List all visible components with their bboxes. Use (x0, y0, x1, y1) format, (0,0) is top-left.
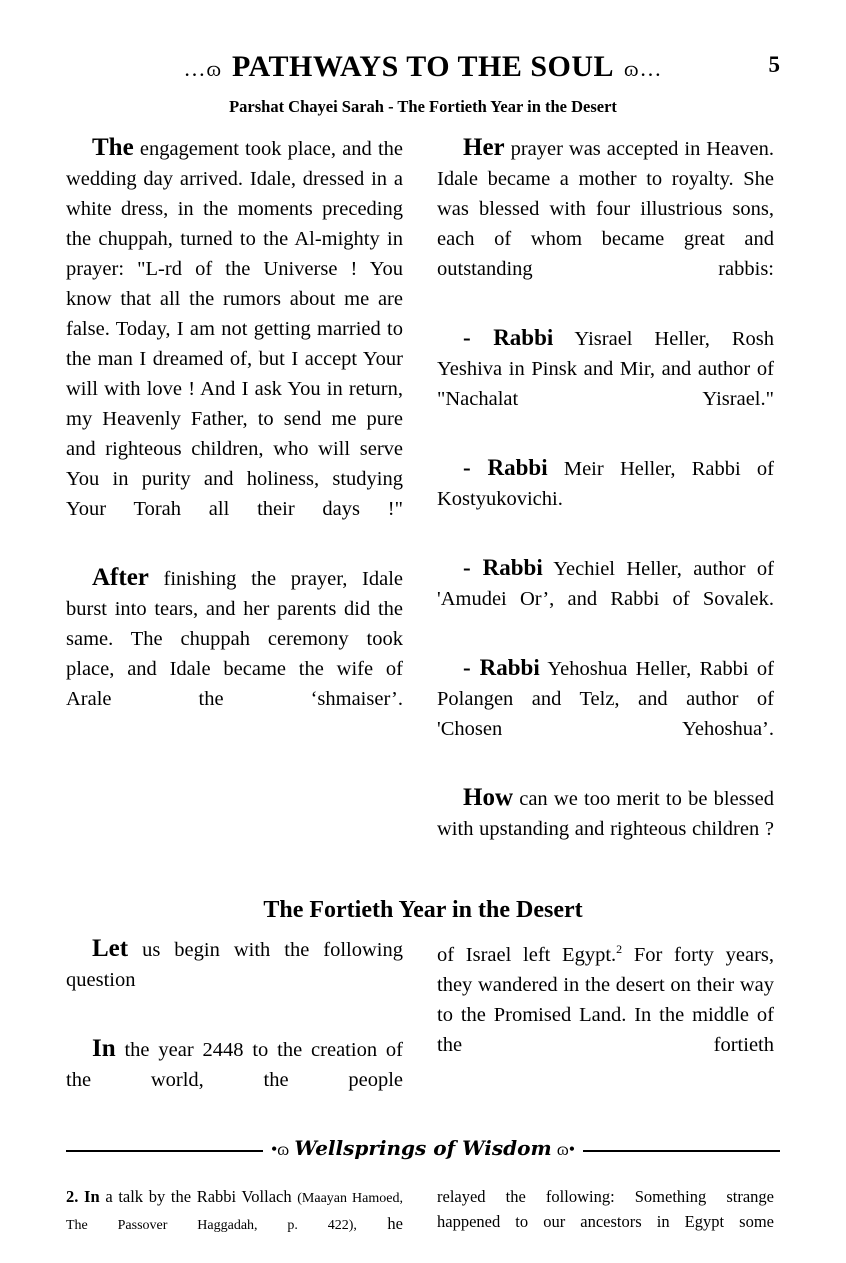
footnote-reference[interactable]: 2 (616, 942, 623, 956)
footnote-text: a talk by the Rabbi Vollach (99, 1187, 298, 1206)
paragraph-lead: Let (92, 935, 129, 962)
footnote-separator (66, 1136, 780, 1176)
footnote-citation: (Maayan Hamoed, The Passover Haggadah, p. 422), (66, 1191, 403, 1233)
paragraph (437, 133, 774, 314)
ornament-left-icon: •ɷ (270, 1139, 290, 1159)
footnote-lead: In (84, 1187, 100, 1206)
rabbi-description: Yisrael Heller, Rosh Yeshiva in Pinsk and Mir, and author of "Nachalat Yisrael." (437, 328, 774, 410)
paragraph (66, 563, 403, 744)
paragraph (66, 133, 403, 554)
footnote-banner-label: Wellsprings of Wisdom (294, 1136, 552, 1160)
paragraph-text: can we too merit to be blessed with upstanding and righteous children ? (437, 788, 774, 840)
page-subtitle: Parshat Chayei Sarah - The Fortieth Year in the Desert (229, 97, 617, 116)
footnote-banner (66, 1136, 780, 1161)
rabbi-description: Yechiel Heller, author of 'Amudei Or’, and Rabbi of Sovalek. (437, 558, 774, 610)
paragraph-text: finishing the prayer, Idale burst into tears, and her parents did the same. The chuppah ceremony took place, and Idale became the wife of Arale the ‘shmaiser’. (66, 568, 403, 710)
footnote-banner-inner (263, 1136, 583, 1161)
lower-left-column (66, 934, 403, 1134)
paragraph (66, 934, 403, 1025)
rabbi-entry (437, 553, 774, 644)
paragraph-lead: After (92, 564, 149, 591)
rabbi-entry (437, 323, 774, 444)
rabbi-label: - Rabbi (463, 655, 540, 680)
page-number: 5 (768, 52, 780, 77)
footnote-number: 2. (66, 1187, 79, 1206)
paragraph (66, 1034, 403, 1125)
footnote-right-column (437, 1184, 774, 1263)
paragraph-lead: In (92, 1035, 116, 1062)
main-columns (66, 133, 780, 883)
ornament-right-icon: ɷ• (556, 1139, 576, 1159)
paragraph-lead: How (463, 784, 513, 811)
lower-right-column (437, 934, 774, 1134)
paragraph-text: engagement took place, and the wedding day arrived. Idale, dressed in a white dress, in the moments preceding the chuppah, turned to the Al-mighty in prayer: "L-rd of the Universe ! You know that all the rumors about me are false. Today, I am not getting married to the man I dreamed of, but I accept Your will with love ! And I ask You in return, my Heavenly Father, to send me pure and righteous children, who will serve You in purity and holiness, studying Your Torah all their days !" (66, 138, 403, 520)
page-header (66, 50, 780, 84)
rabbi-description: Yehoshua Heller, Rabbi of Polangen and Telz, and author of 'Chosen Yehoshua’. (437, 658, 774, 740)
lower-columns (66, 934, 780, 1134)
rabbi-entry (437, 453, 774, 544)
paragraph-lead: Her (463, 134, 505, 161)
footnote-tail: he (356, 1214, 404, 1233)
paragraph-lead: The (92, 134, 134, 161)
paragraph-text: of Israel left Egypt. (437, 943, 617, 966)
left-column (66, 133, 403, 883)
header-ornament-right: ɷ… (624, 56, 663, 81)
footnotes-area (66, 1184, 780, 1263)
rabbi-label: - Rabbi (463, 325, 554, 350)
paragraph-text-continued: For forty years, they wandered in the desert on their way to the Promised Land. In the middle of the fortieth (437, 943, 774, 1056)
paragraph-text: us begin with the following question (66, 939, 403, 991)
footnote-left-column (66, 1184, 403, 1263)
footnote-continuation: relayed the following: Something strange happened to our ancestors in Egypt some (437, 1187, 774, 1231)
rabbi-label: - Rabbi (463, 455, 548, 480)
paragraph-text: the year 2448 to the creation of the world, the people (66, 1039, 403, 1091)
header-ornament-left: …ɷ (183, 56, 222, 81)
paragraph (437, 934, 774, 1090)
footnote-item (66, 1184, 403, 1263)
paragraph-text: prayer was accepted in Heaven. Idale became a mother to royalty. She was blessed with four illustrious sons, each of whom became great and outstanding rabbis: (437, 138, 774, 280)
rabbi-label: - Rabbi (463, 555, 543, 580)
right-column (437, 133, 774, 883)
rabbi-description: Meir Heller, Rabbi of Kostyukovichi. (437, 458, 774, 510)
page-title: PATHWAYS TO THE SOUL (231, 50, 615, 83)
rabbi-entry (437, 653, 774, 774)
section-heading: The Fortieth Year in the Desert (263, 897, 583, 923)
paragraph (437, 783, 774, 874)
